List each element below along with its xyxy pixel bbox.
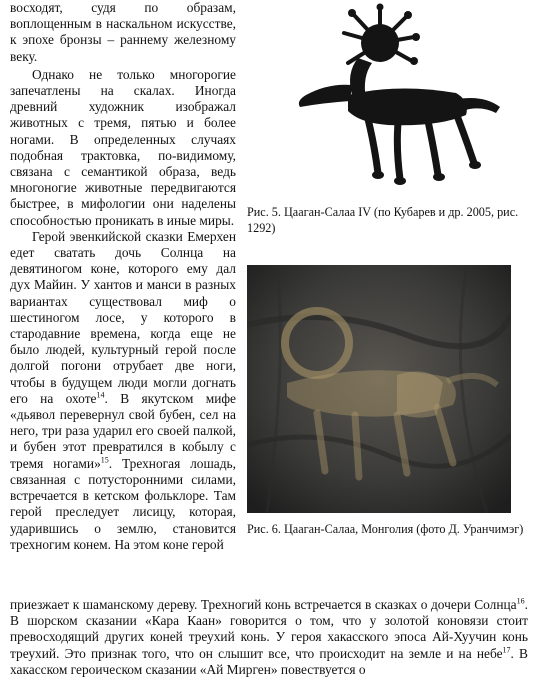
left-column-text xyxy=(10,0,236,553)
text-segment: . В хакасском героическом сказании «Ай Мирген» повествуется о xyxy=(10,645,528,677)
text-segment: . В якутском мифе «дьявол перевернул свой бубен, сел на него, три раза ударил его своей палкой, и бубен этот превратился в кобылу с тремя ногами» xyxy=(10,390,236,471)
text-segment: приезжает к шаманскому дереву. Трехногий конь встречается в сказках о дочери Солнца xyxy=(10,597,517,612)
footnote-15[interactable]: 15 xyxy=(100,455,109,465)
footnote-14[interactable]: 14 xyxy=(96,390,105,400)
text-segment: . Трехногая лошадь, связанная с потусторонними силами, встречается в кетском фольклоре. Там герой преследует лисицу, которая, ударившись о землю, становится трехногим конем. На этом коне герой xyxy=(10,455,236,552)
figure-6-caption: Рис. 6. Цааган-Салаа, Монголия (фото Д. Уранчимэг) xyxy=(247,522,524,536)
text-segment: . В шорском сказании «Кара Каан» говорится о том, что у золотой коновязи стоит превосходящий других коней треухий конь. У героя хакасского эпоса Ай-Хуучин конь треухий. Это признак того, что он слышит все, что происходит на земле и на небе xyxy=(10,597,528,661)
figure-5-petroglyph-drawing xyxy=(288,3,508,188)
paragraph-continued: восходят, судя по образам, воплощенным в наскальном искусстве, к эпохе бронзы – раннему железному веку. xyxy=(10,0,236,64)
paragraph-multilegged: Однако не только многорогие запечатлены на скалах. Иногда древний художник изображал животных с тремя, пятью и более ногами. В определенных случаях подобная трактовка, по-видимому, связана с семантикой образа, ведь многоногие животные передвигаются быстрее, в мифологии они наделены способностью проникать в иные миры. xyxy=(10,66,236,228)
text-segment: Герой эвенкийской сказки Емерхен едет сватать дочь Солнца на девятиногом коне, которого ему дал дух Майин. У хантов и манси в разных вариантах существовал миф о шестиногом лосе, у которого в стародавние времена, когда еще не было людей, культурный герой после долгой погони отрубает две ноги, чтобы в будущем люди могли догнать его на охоте xyxy=(10,228,236,406)
footnote-16[interactable]: 16 xyxy=(516,596,525,606)
figure-5-caption: Рис. 5. Цааган-Салаа IV (по Кубарев и др. 2005, рис. 1292) xyxy=(247,205,519,235)
full-width-paragraph xyxy=(10,597,528,678)
paragraph-evenki-tale xyxy=(10,229,236,553)
footnote-17[interactable]: 17 xyxy=(502,645,511,655)
figure-6-rock-photo xyxy=(247,265,511,513)
